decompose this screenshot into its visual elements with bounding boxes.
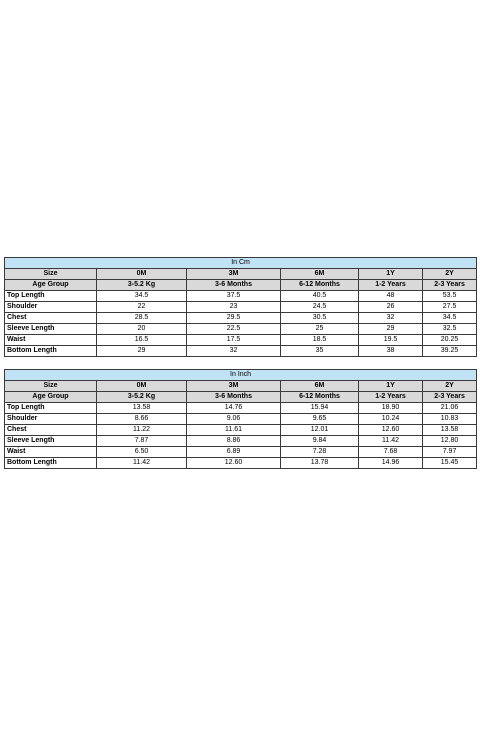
age-group-header-label: Age Group [5, 392, 97, 403]
age-group-header-cell: 6-12 Months [281, 280, 359, 291]
measurement-value: 13.58 [423, 425, 477, 436]
age-group-header-cell: 1-2 Years [359, 280, 423, 291]
measurement-value: 21.06 [423, 403, 477, 414]
measurement-value: 34.5 [423, 313, 477, 324]
table-title-row [5, 370, 477, 381]
table-row [5, 447, 477, 458]
measurement-value: 25 [281, 324, 359, 335]
table-row [5, 291, 477, 302]
measurement-value: 12.80 [423, 436, 477, 447]
measurement-value: 6.50 [97, 447, 187, 458]
age-group-header-cell: 3-6 Months [187, 392, 281, 403]
measurement-value: 12.60 [359, 425, 423, 436]
measurement-value: 32 [359, 313, 423, 324]
measurement-value: 10.83 [423, 414, 477, 425]
measurement-label: Bottom Length [5, 346, 97, 357]
measurement-value: 13.78 [281, 458, 359, 469]
measurement-value: 10.24 [359, 414, 423, 425]
table-row [5, 425, 477, 436]
measurement-value: 9.06 [187, 414, 281, 425]
size-header-cell: 6M [281, 269, 359, 280]
measurement-value: 24.5 [281, 302, 359, 313]
age-group-header-row [5, 392, 477, 403]
measurement-value: 18.5 [281, 335, 359, 346]
measurement-value: 32 [187, 346, 281, 357]
table-title-row [5, 258, 477, 269]
measurement-value: 15.94 [281, 403, 359, 414]
measurement-value: 32.5 [423, 324, 477, 335]
measurement-value: 48 [359, 291, 423, 302]
measurement-value: 16.5 [97, 335, 187, 346]
size-chart-inch-table [4, 369, 477, 469]
size-header-cell: 1Y [359, 381, 423, 392]
measurement-value: 11.61 [187, 425, 281, 436]
measurement-value: 22.5 [187, 324, 281, 335]
measurement-value: 23 [187, 302, 281, 313]
size-header-cell: 0M [97, 269, 187, 280]
measurement-label: Bottom Length [5, 458, 97, 469]
measurement-value: 28.5 [97, 313, 187, 324]
measurement-value: 13.58 [97, 403, 187, 414]
size-header-cell: 6M [281, 381, 359, 392]
table-row [5, 335, 477, 346]
measurement-value: 39.25 [423, 346, 477, 357]
measurement-value: 6.89 [187, 447, 281, 458]
measurement-value: 8.66 [97, 414, 187, 425]
age-group-header-cell: 1-2 Years [359, 392, 423, 403]
measurement-label: Waist [5, 447, 97, 458]
measurement-value: 29 [97, 346, 187, 357]
age-group-header-cell: 3-5.2 Kg [97, 280, 187, 291]
size-header-cell: 2Y [423, 269, 477, 280]
size-header-row [5, 269, 477, 280]
measurement-value: 53.5 [423, 291, 477, 302]
table-title: In Inch [5, 370, 477, 381]
measurement-value: 7.97 [423, 447, 477, 458]
table-row [5, 324, 477, 335]
measurement-value: 17.5 [187, 335, 281, 346]
size-header-label: Size [5, 381, 97, 392]
age-group-header-cell: 3-6 Months [187, 280, 281, 291]
measurement-value: 34.5 [97, 291, 187, 302]
measurement-value: 7.87 [97, 436, 187, 447]
measurement-label: Waist [5, 335, 97, 346]
size-header-cell: 2Y [423, 381, 477, 392]
size-header-cell: 0M [97, 381, 187, 392]
size-chart-cm-table [4, 257, 477, 357]
table-row [5, 458, 477, 469]
table-row [5, 346, 477, 357]
measurement-label: Sleeve Length [5, 324, 97, 335]
measurement-label: Sleeve Length [5, 436, 97, 447]
table-row [5, 414, 477, 425]
measurement-label: Shoulder [5, 302, 97, 313]
table-row [5, 436, 477, 447]
measurement-value: 12.60 [187, 458, 281, 469]
measurement-value: 20 [97, 324, 187, 335]
measurement-value: 14.96 [359, 458, 423, 469]
measurement-value: 26 [359, 302, 423, 313]
table-row [5, 313, 477, 324]
measurement-value: 37.5 [187, 291, 281, 302]
measurement-value: 35 [281, 346, 359, 357]
measurement-value: 40.5 [281, 291, 359, 302]
measurement-value: 27.5 [423, 302, 477, 313]
measurement-value: 7.68 [359, 447, 423, 458]
measurement-value: 8.86 [187, 436, 281, 447]
table-title: In Cm [5, 258, 477, 269]
age-group-header-cell: 3-5.2 Kg [97, 392, 187, 403]
age-group-header-label: Age Group [5, 280, 97, 291]
measurement-label: Top Length [5, 291, 97, 302]
measurement-value: 18.90 [359, 403, 423, 414]
size-header-cell: 1Y [359, 269, 423, 280]
table-row [5, 302, 477, 313]
measurement-value: 19.5 [359, 335, 423, 346]
size-header-label: Size [5, 269, 97, 280]
measurement-value: 11.42 [359, 436, 423, 447]
measurement-value: 11.22 [97, 425, 187, 436]
measurement-value: 9.84 [281, 436, 359, 447]
measurement-label: Chest [5, 313, 97, 324]
measurement-value: 30.5 [281, 313, 359, 324]
measurement-value: 11.42 [97, 458, 187, 469]
measurement-value: 29 [359, 324, 423, 335]
measurement-value: 38 [359, 346, 423, 357]
measurement-value: 20.25 [423, 335, 477, 346]
size-header-row [5, 381, 477, 392]
age-group-header-cell: 2-3 Years [423, 280, 477, 291]
measurement-value: 29.5 [187, 313, 281, 324]
measurement-label: Top Length [5, 403, 97, 414]
size-header-cell: 3M [187, 381, 281, 392]
age-group-header-cell: 2-3 Years [423, 392, 477, 403]
measurement-value: 14.76 [187, 403, 281, 414]
measurement-value: 15.45 [423, 458, 477, 469]
measurement-value: 9.65 [281, 414, 359, 425]
measurement-value: 12.01 [281, 425, 359, 436]
age-group-header-cell: 6-12 Months [281, 392, 359, 403]
size-header-cell: 3M [187, 269, 281, 280]
age-group-header-row [5, 280, 477, 291]
table-row [5, 403, 477, 414]
measurement-label: Chest [5, 425, 97, 436]
measurement-label: Shoulder [5, 414, 97, 425]
measurement-value: 7.28 [281, 447, 359, 458]
measurement-value: 22 [97, 302, 187, 313]
